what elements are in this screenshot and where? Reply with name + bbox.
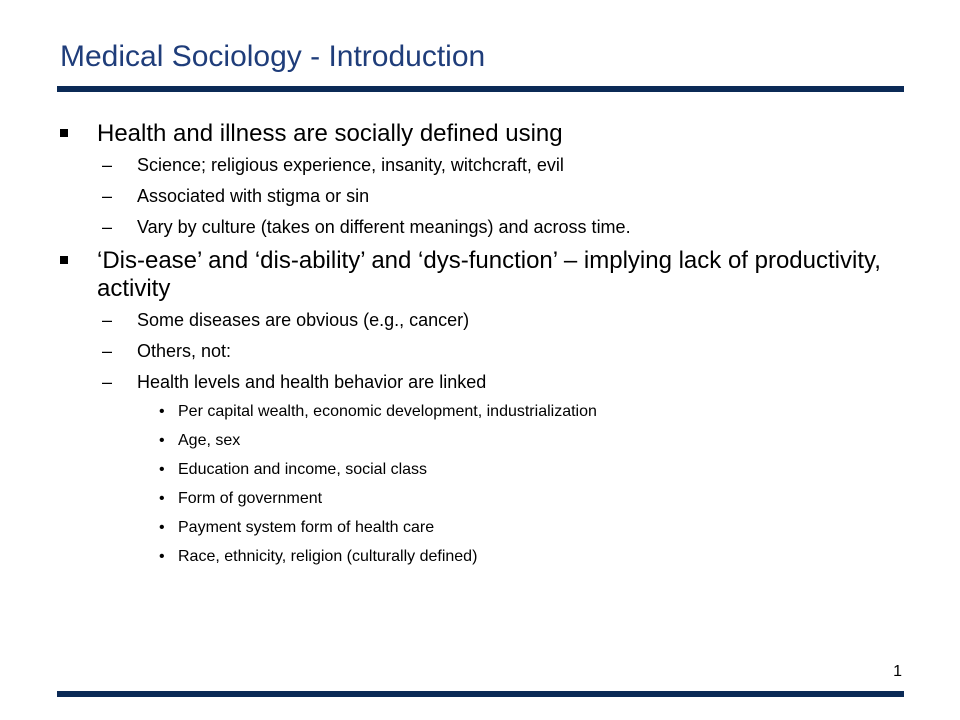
sub-sub-bullet-text: Form of government — [178, 490, 323, 507]
square-bullet-icon — [60, 129, 68, 137]
dash-bullet-icon: – — [102, 155, 113, 175]
square-bullet-icon — [60, 256, 68, 264]
sub-sub-bullet-item — [0, 518, 960, 538]
dash-bullet-icon: – — [102, 186, 113, 206]
sub-sub-bullet-text: Education and income, social class — [178, 461, 428, 478]
dot-bullet-icon: • — [159, 461, 165, 478]
slide-content — [0, 120, 960, 576]
slide-title: Medical Sociology - Introduction — [60, 40, 486, 73]
footer-divider — [57, 691, 904, 697]
dash-bullet-icon: – — [102, 372, 113, 392]
sub-bullet-text: Some diseases are obvious (e.g., cancer) — [137, 310, 470, 330]
sub-bullet-item — [0, 340, 960, 362]
dash-bullet-icon: – — [102, 310, 113, 330]
sub-bullet-text: Others, not: — [137, 341, 232, 361]
sub-bullet-text: Vary by culture (takes on different meanings) and across time. — [137, 217, 631, 237]
dot-bullet-icon: • — [159, 490, 165, 507]
dash-bullet-icon: – — [102, 217, 113, 237]
page-number: 1 — [893, 663, 902, 680]
sub-bullet-item — [0, 154, 960, 176]
sub-sub-bullet-text: Per capital wealth, economic development, industrialization — [178, 403, 597, 420]
bullet-text: Health and illness are socially defined using — [97, 120, 563, 147]
dot-bullet-icon: • — [159, 548, 165, 565]
sub-sub-bullet-text: Age, sex — [178, 432, 241, 449]
sub-sub-bullet-text: Payment system form of health care — [178, 519, 435, 536]
dot-bullet-icon: • — [159, 403, 165, 420]
sub-bullet-item — [0, 371, 960, 393]
dash-bullet-icon: – — [102, 341, 113, 361]
sub-bullet-item — [0, 216, 960, 238]
sub-sub-bullet-item — [0, 431, 960, 451]
sub-bullet-text: Science; religious experience, insanity, witchcraft, evil — [137, 155, 564, 175]
bullet-item — [0, 120, 960, 148]
sub-sub-bullet-item — [0, 547, 960, 567]
sub-sub-bullet-item — [0, 460, 960, 480]
bullet-text: ‘Dis-ease’ and ‘dis-ability’ and ‘dys-function’ – implying lack of productivity, activity — [97, 247, 881, 302]
sub-bullet-text: Associated with stigma or sin — [137, 186, 370, 206]
title-divider — [57, 86, 904, 92]
sub-bullet-item — [0, 185, 960, 207]
sub-sub-bullet-text: Race, ethnicity, religion (culturally defined) — [178, 548, 478, 565]
sub-sub-bullet-item — [0, 402, 960, 422]
dot-bullet-icon: • — [159, 432, 165, 449]
sub-sub-bullet-item — [0, 489, 960, 509]
dot-bullet-icon: • — [159, 519, 165, 536]
sub-bullet-text: Health levels and health behavior are linked — [137, 372, 487, 392]
bullet-item — [0, 247, 960, 303]
sub-bullet-item — [0, 309, 960, 331]
